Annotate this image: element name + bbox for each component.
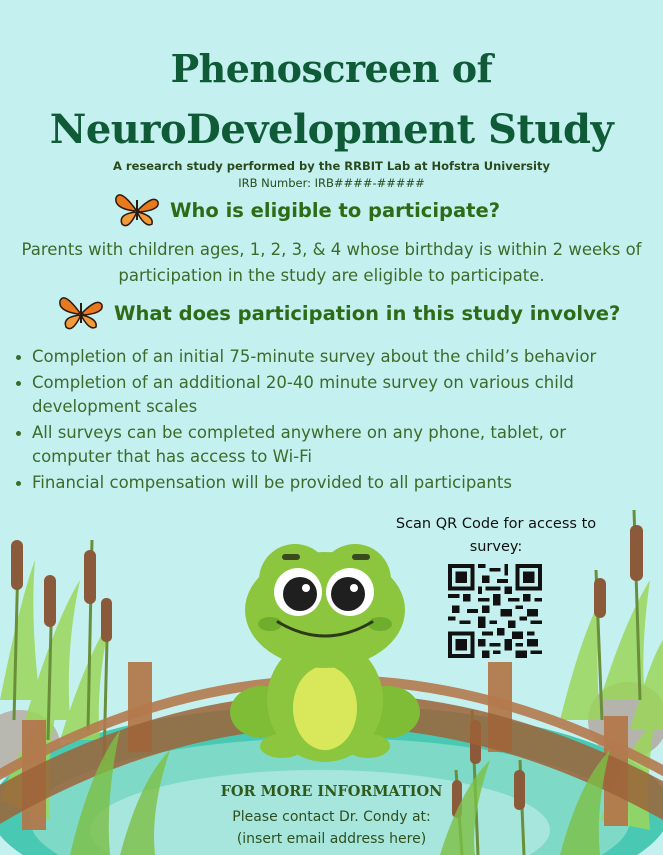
bullet-dot (16, 431, 21, 436)
list-item (12, 345, 652, 369)
irb-number: IRB Number: IRB####-##### (238, 176, 425, 190)
bullet-dot (16, 381, 21, 386)
list-item (12, 471, 652, 495)
participation-list (12, 345, 652, 497)
eligibility-text (0, 237, 663, 289)
list-item (12, 421, 652, 469)
contact-line-1: Please contact Dr. Condy at: (232, 809, 431, 825)
list-item-text: All surveys can be completed anywhere on any phone, tablet, or (32, 423, 566, 442)
participation-heading: What does participation in this study involve? (114, 301, 621, 325)
butterfly-icon (58, 293, 104, 333)
participation-heading-row (58, 293, 620, 333)
bullet-dot (16, 481, 21, 486)
qr-caption-line-2: survey: (469, 539, 523, 555)
list-item-text-continued: development scales (32, 397, 198, 416)
page-title-line-1: Phenoscreen of (170, 46, 493, 91)
list-item-text-continued: computer that has access to Wi-Fi (32, 447, 313, 466)
eligibility-text-line-1: Parents with children ages, 1, 2, 3, & 4 whose birthday is within 2 weeks of (21, 240, 642, 259)
eligibility-heading-row (114, 190, 500, 230)
list-item (12, 371, 652, 419)
subtitle: A research study performed by the RRBIT Lab at Hofstra University (113, 159, 550, 173)
eligibility-heading: Who is eligible to participate? (170, 198, 501, 222)
bullet-dot (16, 355, 21, 360)
list-item-text: Completion of an initial 75-minute survey about the child’s behavior (32, 347, 597, 366)
qr-caption-line-1: Scan QR Code for access to (395, 516, 597, 532)
list-item-text: Completion of an additional 20-40 minute survey on various child (32, 373, 574, 392)
list-item-text: Financial compensation will be provided to all participants (32, 473, 512, 492)
contact-heading: FOR MORE INFORMATION (220, 783, 443, 800)
qr-code[interactable] (448, 564, 542, 658)
page-title-line-2: NeuroDevelopment Study (49, 106, 614, 153)
eligibility-text-line-2: participation in the study are eligible to participate. (118, 266, 545, 285)
butterfly-icon (114, 190, 160, 230)
qr-caption (376, 513, 616, 559)
contact-email-placeholder[interactable]: (insert email address here) (236, 831, 427, 847)
